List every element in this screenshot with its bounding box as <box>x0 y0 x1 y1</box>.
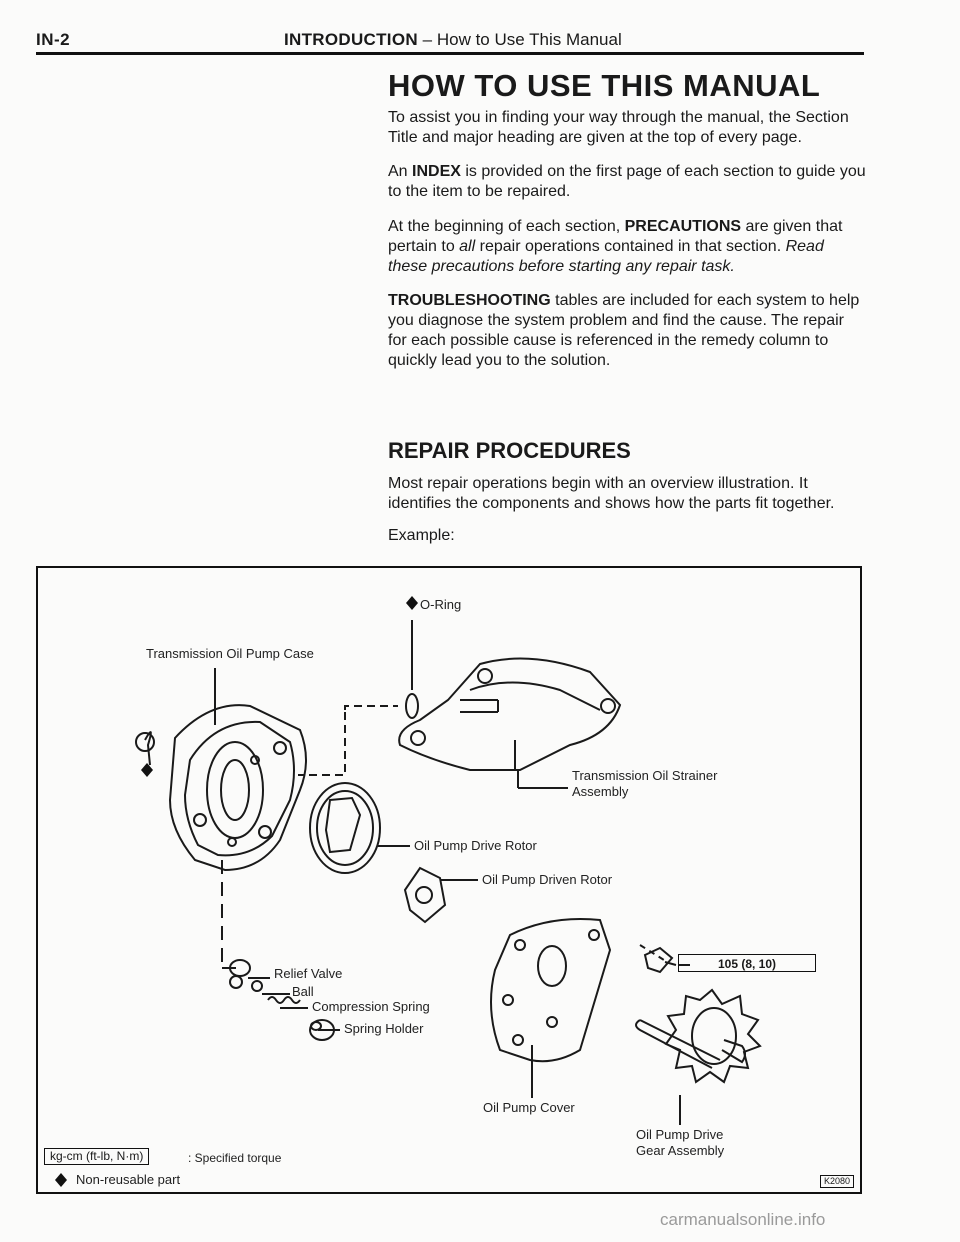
header-separator: – <box>417 30 437 49</box>
section-heading: REPAIR PROCEDURES <box>388 438 631 463</box>
label-strainer-line2: Assembly <box>572 784 629 799</box>
drive-gear-shape <box>666 990 760 1082</box>
legend-torque-desc: : Specified torque <box>188 1151 282 1165</box>
p3-mid: are given that pertain to <box>388 218 843 255</box>
label-spring-holder: Spring Holder <box>344 1021 424 1036</box>
p4-post: tables are included for each system to help you diagnose the system problem and find the cause. The repair for each possible cause is referenced in the remedy column to quickly lead you to the solution. <box>388 292 860 369</box>
p2-pre: An <box>388 163 413 180</box>
nonreusable-marker-oring <box>406 596 418 610</box>
legend-torque-units: kg-cm (ft-lb, N·m) <box>44 1148 149 1165</box>
nonreusable-marker-case <box>141 763 153 777</box>
p3-all: all <box>459 238 476 255</box>
page-title: HOW TO USE THIS MANUAL <box>388 68 821 103</box>
legend-nonreusable: Non-reusable part <box>76 1172 181 1187</box>
p3-italic: Read these precautions before starting any repair task. <box>388 238 824 275</box>
p2-bold: INDEX <box>412 163 461 180</box>
page-number: IN-2 <box>36 30 71 49</box>
label-drive-rotor: Oil Pump Drive Rotor <box>414 838 537 853</box>
oring-dash <box>345 706 398 710</box>
label-driven-rotor: Oil Pump Driven Rotor <box>482 872 613 887</box>
label-pump-case: Transmission Oil Pump Case <box>146 646 314 661</box>
label-drive-gear-line2: Gear Assembly <box>636 1143 725 1158</box>
drive-rotor-shape <box>310 783 380 873</box>
o-ring-shape <box>406 694 418 718</box>
figure-code: K2080 <box>820 1175 854 1188</box>
header-subtitle: How to Use This Manual <box>436 30 622 49</box>
torque-spec-box: 105 (8, 10) <box>678 954 816 972</box>
p2-post: is provided on the first page of each section to guide you to the item to be repaired. <box>388 163 866 200</box>
ball-shape <box>252 981 262 991</box>
p3-post: repair operations contained in that section. <box>475 238 786 255</box>
label-ball: Ball <box>292 984 314 999</box>
label-compression-spring: Compression Spring <box>312 999 430 1014</box>
header-section: INTRODUCTION <box>284 30 418 49</box>
p4-bold: TROUBLESHOOTING <box>388 292 551 309</box>
label-drive-gear-line1: Oil Pump Drive <box>636 1127 724 1142</box>
p3-pre: At the beginning of each section, <box>388 218 625 235</box>
label-pump-cover: Oil Pump Cover <box>483 1100 575 1115</box>
label-relief-valve: Relief Valve <box>274 966 343 981</box>
p3-bold: PRECAUTIONS <box>624 218 742 235</box>
paragraph-5-text: Most repair operations begin with an overview illustration. It identifies the components and shows how the parts fit together. <box>388 475 835 512</box>
label-strainer-line1: Transmission Oil Strainer <box>572 768 718 783</box>
label-o-ring: O-Ring <box>420 597 462 612</box>
paragraph-1-text: To assist you in finding your way through the manual, the Section Title and major heading are given at the top of every page. <box>388 109 849 146</box>
paragraph-6-text: Example: <box>388 527 455 544</box>
watermark: carmanualsonline.info <box>660 1210 826 1229</box>
strainer-shape <box>399 659 620 770</box>
pump-case-shape <box>170 705 306 870</box>
driven-rotor-shape <box>405 868 445 922</box>
nonreusable-marker-legend <box>55 1173 67 1187</box>
